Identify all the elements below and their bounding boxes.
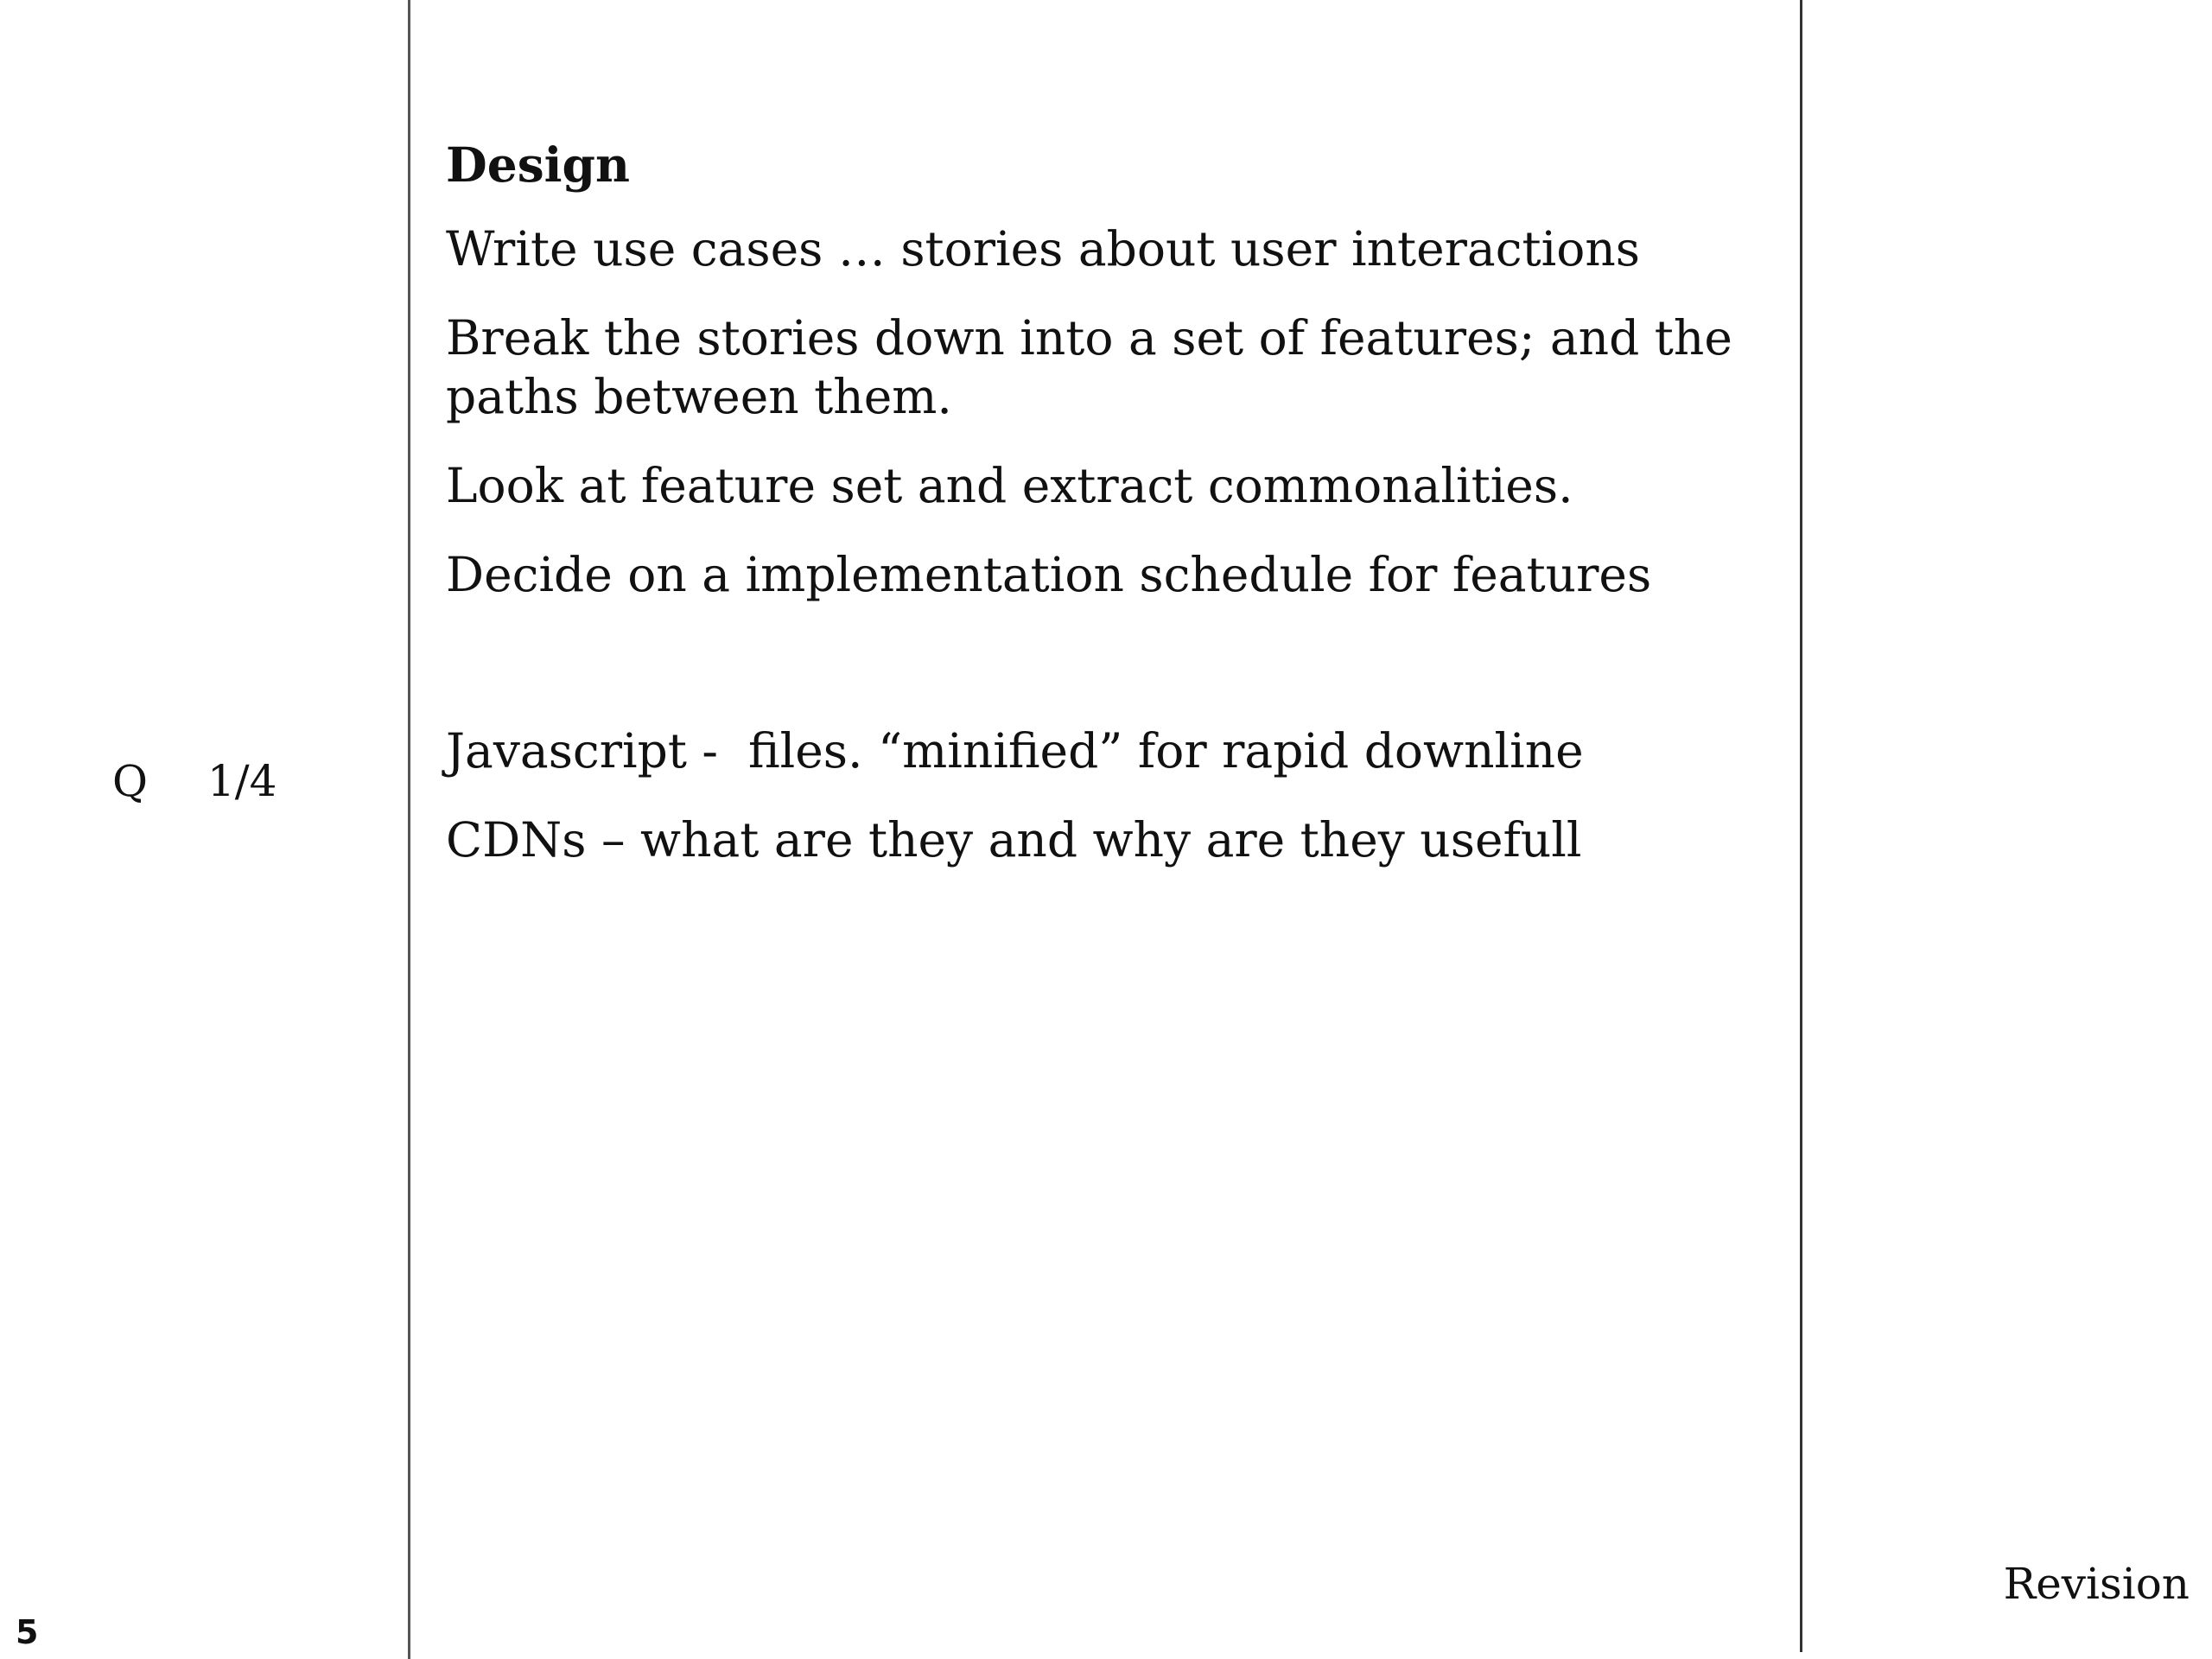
body-paragraph: Write use cases … stories about user interactions: [446, 221, 1640, 276]
slide-heading: Design: [446, 137, 630, 193]
right-margin-rule: [1800, 0, 1802, 1652]
page-number: 5: [16, 1613, 39, 1651]
slide-body: [446, 131, 1777, 899]
left-margin-rule: [408, 0, 410, 1659]
body-paragraph: CDNs – what are they and why are they usefull: [446, 812, 1582, 868]
body-paragraph: Decide on a implementation schedule for features: [446, 547, 1652, 602]
section-spacer: [446, 634, 1777, 721]
body-paragraph: Break the stories down into a set of features; and the paths between them.: [446, 310, 1748, 424]
body-paragraph: Look at feature set and extract commonalities.: [446, 458, 1573, 513]
body-paragraph: Javascript - files. “minified” for rapid downline: [446, 723, 1584, 779]
question-letter: Q: [112, 756, 148, 806]
footer-label: Revision: [2003, 1559, 2190, 1609]
question-fraction: 1/4: [207, 756, 277, 806]
question-marker: [112, 752, 276, 810]
